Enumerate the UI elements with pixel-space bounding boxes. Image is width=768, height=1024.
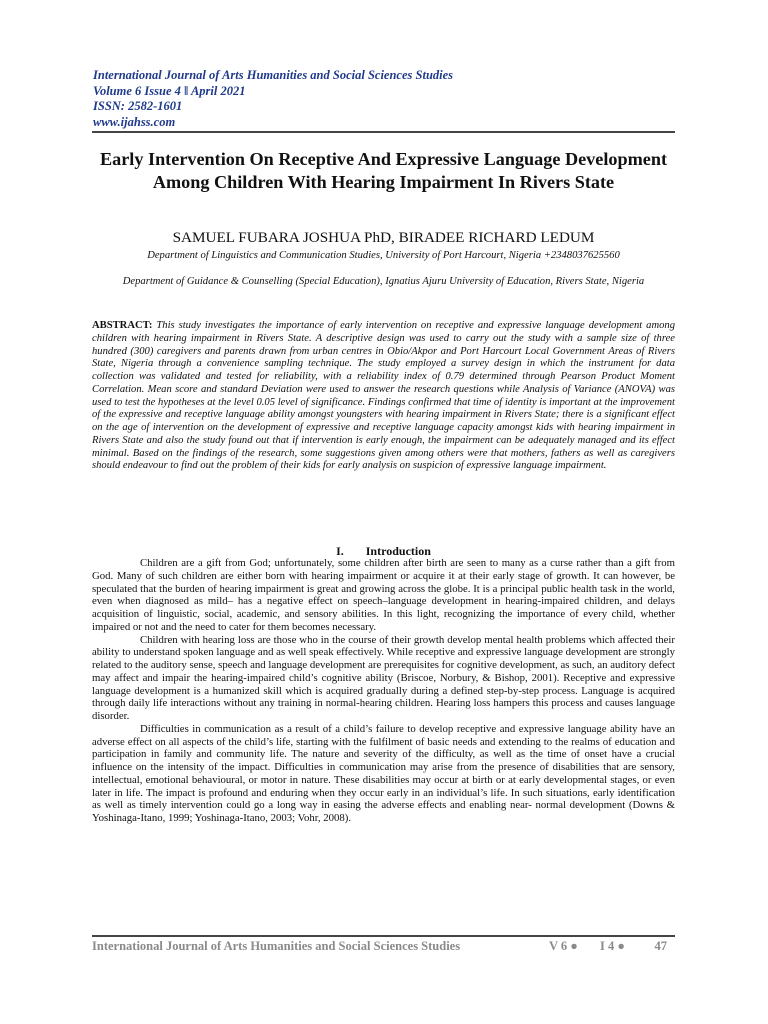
paragraph: Children with hearing loss are those who in the course of their growth develop mental health problems which affected their ability to understand spoken language and as well speak effectively. While receptive and expressive language development are strongly related to the auditory sense, speech and language development are prerequisites for cognitive development, as such, an auditory defect may affect and impair the hearing-impaired child’s cognitive ability (Briscoe, Norbury, & Bishop, 2001). Receptive and expressive language development is a humanized skill which is acquired gradually during a defined step-by-step process. Language is acquired through daily life interactions without any training in normal-hearing children. Hearing loss hampers this process and causes language disorder. <box>92 633 675 722</box>
abstract <box>92 320 675 473</box>
section-number: I. <box>336 544 344 558</box>
abstract-label: ABSTRACT: <box>92 320 153 331</box>
journal-volume-issue: Volume 6 Issue 4 ǁ April 2021 <box>93 83 246 98</box>
paragraph: Difficulties in communication as a result of a child’s failure to develop receptive and expressive language ability have an adverse effect on all aspects of the child’s life, starting with the fulfilment of basic needs and extending to the realms of education and participation in family and community life. The nature and severity of the difficulty, as well as the time of onset have a crucial influence on the intensity of the impact. Difficulties in communication may arise from the presence of disabilities that are sensory, intellectual, emotional behavioural, or motor in nature. These disabilities may occur at birth or at early developmental stages, or even later in life. The impact is profound and enduring when they occur early in an individual’s life. In such situations, early identification as well as timely intervention could go a long way in easing the adverse effects and enabling near- normal development (Downs & Yoshinaga-Itano, 1999; Yoshinaga-Itano, 2003; Vohr, 2008). <box>92 722 675 824</box>
footer-journal-name: International Journal of Arts Humanities and Social Sciences Studies <box>92 939 461 953</box>
footer-issue: I 4 ● <box>600 939 625 953</box>
journal-name: International Journal of Arts Humanities and Social Sciences Studies <box>93 68 454 82</box>
paragraph: Children are a gift from God; unfortunately, some children after birth are seen to many as a curse rather than a gift from God. Many of such children are either born with hearing impairment or acquire it at their early stage of growth. It can however, be speculated that the burden of hearing impairment is great and growing across the globe. It is a principal public health task in the world, even when diagnosed as mild– has a negative effect on speech–language development in hearing-impaired children, and delays acquisition of linguistic, social, academic, and sensory abilities. In this light, recognizing the importance of every child, whether impaired or not and the need to cater for them becomes necessary. <box>92 557 675 633</box>
journal-header <box>93 68 693 130</box>
affiliation-1: Department of Linguistics and Communication Studies, University of Port Harcourt, Nigeria +2348037625560 <box>147 250 620 261</box>
footer-volume: V 6 ● <box>549 939 578 953</box>
abstract-text: This study investigates the importance of early intervention on receptive and expressive language development among children with hearing impairment in Rivers State. A descriptive design was used to carry out the study with a sample size of three hundred (300) caregivers and parents drawn from urban centres in Obio/Akpor and Port Harcourt Local Government Areas of Rivers State, Nigeria through a convenience sampling technique. The study employed a survey design in which the instrument for data collection was validated and tested for reliability, with a reliability index of 0.79 determined through Pearson Product Moment Correlation. Mean score and standard Deviation were used to answer the research questions while Analysis of Variance (ANOVA) was used to test the hypotheses at the level 0.05 level of significance. Findings confirmed that time of identity is important at the improvement of the expressive and receptive language ability amongst youngsters with hearing impairment in Rivers State; there is a significant effect on the age of intervention on the development of expressive and receptive language capacity amongst kids with hearing impairment in Rivers State and also the study found out that if intervention is early enough, the impairment can be adequately managed and its effect minimal. Based on the findings of the research, some suggestions given among others were that mothers, fathers as well as caregivers should endeavour to find out the problem of their kids for early analysis on suspicion of expressive language impairment. <box>92 320 676 472</box>
journal-website[interactable]: www.ijahss.com <box>93 114 176 129</box>
introduction-body <box>92 557 675 825</box>
affiliation-2: Department of Guidance & Counselling (Special Education), Ignatius Ajuru University of Education, Rivers State, Nigeria <box>122 276 645 287</box>
section-title: Introduction <box>365 544 431 558</box>
paper-authors: SAMUEL FUBARA JOSHUA PhD, BIRADEE RICHARD LEDUM <box>172 229 595 246</box>
header-divider <box>92 131 675 133</box>
journal-issn: ISSN: 2582-1601 <box>93 99 183 113</box>
footer-page-number: 47 <box>654 939 667 953</box>
footer-divider <box>92 935 675 937</box>
paper-title: Early Intervention On Receptive And Expressive Language Development Among Children With Hearing Impairment In Rivers State <box>100 149 667 192</box>
